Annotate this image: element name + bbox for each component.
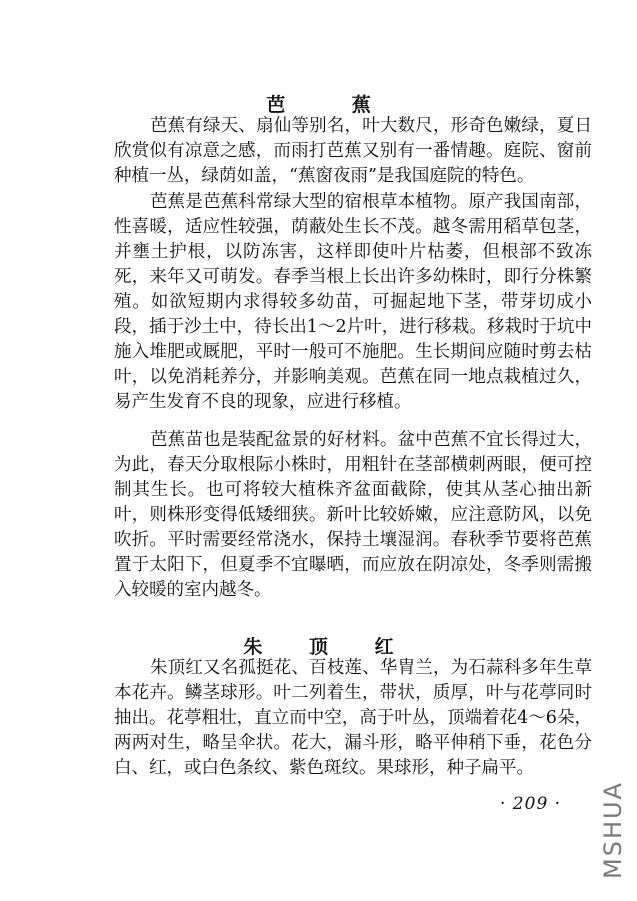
- page-number: · 209 ·: [500, 794, 562, 814]
- paragraph-banana-bonsai: 芭蕉苗也是装配盆景的好材料。盆中芭蕉不宜长得过大，为此，春天分取根际小株时，用粗针在茎部横刺两眼，便可控制其生长。也可将较大植株齐盆面截除，使其从茎心抽出新叶，则株形变得低矮细狭。新叶比较娇嫩，应注意防风，以免吹折。平时需要经常浇水，保持土壤湿润。春秋季节要将芭蕉置于太阳下，但夏季不宜曝晒，而应放在阴凉处，冬季则需搬入较暖的室内越冬。: [114, 430, 592, 600]
- paragraph-amaryllis: 朱顶红又名孤挺花、百枝莲、华胄兰，为石蒜科多年生草本花卉。鳞茎球形。叶二列着生，带状，质厚，叶与花葶同时抽出。花葶粗壮，直立而中空，高于叶丛，顶端着花4～6朵，两两对生，略呈伞状。花大，漏斗形，略平伸稍下垂，花色分白、红，或白色条纹、紫色斑纹。果球形，种子扁平。: [114, 658, 592, 778]
- paragraph-banana-intro: 芭蕉有绿天、扇仙等别名，叶大数尺，形奇色嫩绿，夏日欣赏似有凉意之感，而雨打芭蕉又别有一番情趣。庭院、窗前种植一丛，绿荫如盖，“蕉窗夜雨”是我国庭院的特色。: [114, 116, 592, 186]
- paragraph-banana-cultivation: 芭蕉是芭蕉科常绿大型的宿根草本植物。原产我国南部，性喜暖，适应性较强，荫蔽处生长不茂。越冬需用稻草包茎，并壅土护根，以防冻害，这样即使叶片枯萎，但根部不致冻死，来年又可萌发。春季当根上长出许多幼株时，即行分株繁殖。如欲短期内求得较多幼苗，可掘起地下茎，带芽切成小段，插于沙土中，待长出1～2片叶，进行移栽。移栽时于坑中施入堆肥或厩肥，平时一般可不施肥。生长期间应随时剪去枯叶，以免消耗养分，并影响美观。芭蕉在同一地点栽植过久，易产生发育不良的现象，应进行移植。: [114, 192, 592, 412]
- section-title-banana: 芭 蕉: [266, 94, 401, 116]
- watermark-text: MSHUA: [599, 781, 627, 879]
- watermark: [596, 770, 630, 890]
- section-title-amaryllis: 朱 顶 红: [243, 636, 414, 658]
